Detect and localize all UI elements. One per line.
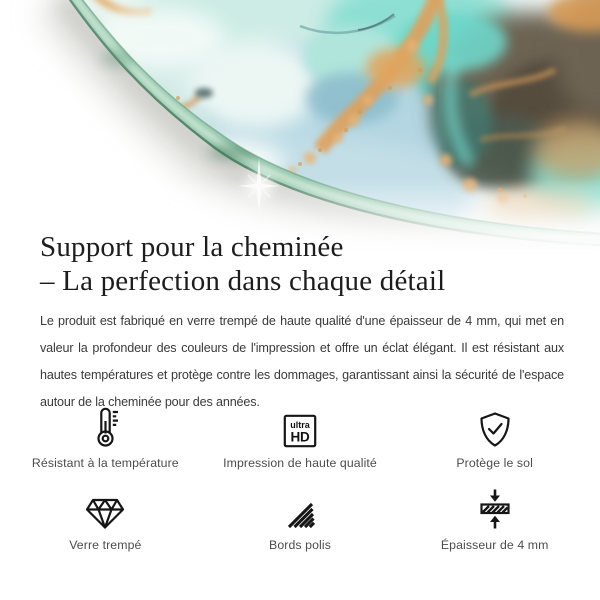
- page-title: [40, 230, 570, 298]
- feature-temperature: [8, 402, 203, 478]
- feature-label: Verre trempé: [69, 538, 142, 552]
- diamond-icon: [84, 497, 126, 530]
- description-line: hautes températures et protège contre les dommages, garantissant ainsi la sécurité de l'espace: [40, 368, 564, 382]
- feature-tempered-glass: [8, 484, 203, 560]
- page-title-line1: Support pour la cheminée: [40, 231, 344, 263]
- description-line: valeur la profondeur des couleurs de l'impression et offre un éclat élégant. Il est résistant aux: [40, 341, 564, 355]
- polished-edges-icon: [283, 499, 317, 530]
- page-title-line2: – La perfection dans chaque détail: [40, 265, 446, 297]
- feature-label: Bords polis: [269, 538, 331, 552]
- thickness-icon: [478, 488, 512, 530]
- feature-print-quality: [203, 402, 398, 478]
- shield-check-icon: [478, 411, 512, 448]
- ultra-hd-text-bottom: HD: [290, 429, 310, 445]
- ultra-hd-text-top: ultra: [290, 420, 310, 430]
- ultra-hd-icon: [283, 414, 317, 448]
- description-line: Le produit est fabriqué en verre trempé de haute qualité d'une épaisseur de 4 mm, qui met en: [40, 314, 564, 328]
- feature-thickness: [397, 484, 592, 560]
- description-line: autour de la cheminée pour des années.: [40, 395, 260, 409]
- thermometer-icon: [92, 406, 119, 448]
- feature-label: Épaisseur de 4 mm: [440, 538, 549, 552]
- feature-polished-edges: [203, 484, 398, 560]
- feature-label: Protège le sol: [456, 456, 533, 470]
- product-image: [0, 0, 600, 256]
- features-grid: [8, 402, 592, 560]
- feature-label: Impression de haute qualité: [223, 456, 377, 470]
- product-description: [40, 308, 564, 416]
- feature-floor-protection: [397, 402, 592, 478]
- feature-label: Résistant à la température: [31, 456, 179, 470]
